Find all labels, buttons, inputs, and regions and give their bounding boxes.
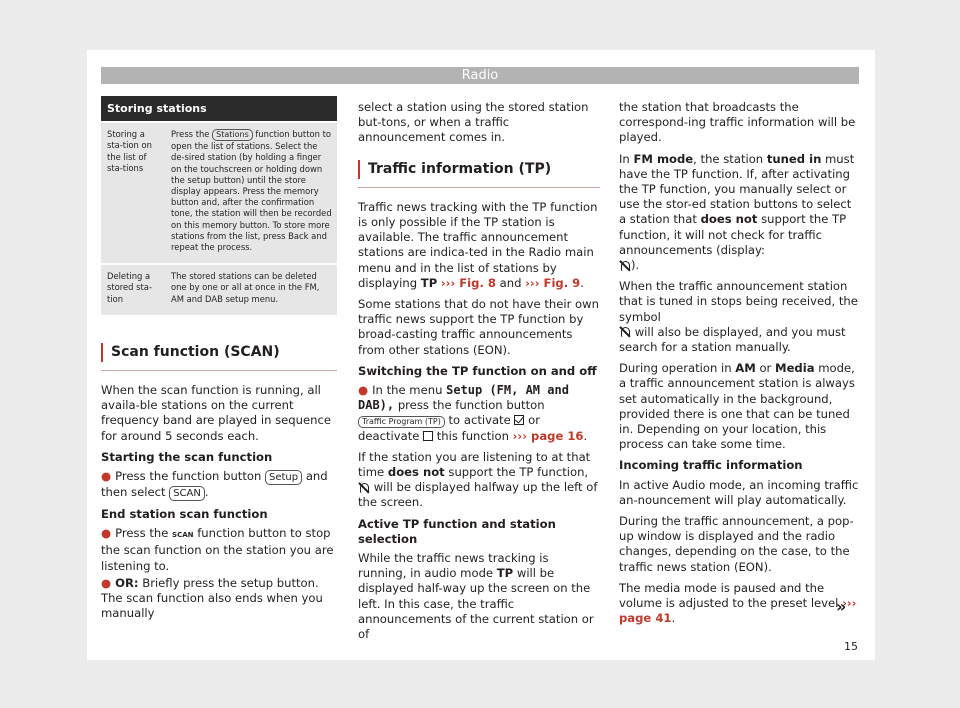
tp-off-icon (619, 326, 631, 338)
traffic-program-key: Traffic Program (TP) (358, 416, 445, 428)
text: press the function button (397, 398, 545, 413)
fig-9-link[interactable]: ››› Fig. 9 (525, 275, 581, 290)
c3-para-6: During the traffic announcement, a pop-up window is displayed and the radio changes, depending on the case, to the traffic news station (EON). (619, 514, 854, 574)
c3-para-3 (619, 279, 859, 355)
text: , the station (693, 151, 764, 166)
setup-menu-path: Setup (FM, AM and DAB), (358, 383, 569, 413)
tp-heading-wrap (358, 160, 600, 188)
text: function button to open the list of stations. Select the de-sired station (by holding a finger on the touchscreen or holding down the setup button) until the store display appears. Press the memory button and, after the confirmation tone, the station will then be recorded on this memory button. To store more stations from the list, press Back and repeat the process. (171, 129, 332, 253)
row-label: Deleting a stored sta-tion (101, 264, 165, 315)
start-scan-step: ● Press the function button Setup and then select SCAN . (101, 469, 328, 500)
tp-label: TP (496, 566, 514, 581)
page-41-link[interactable]: ››› page 41 (619, 596, 857, 626)
c3-para-4 (619, 361, 859, 452)
row-label: Storing a sta-tion on the list of sta-tions (101, 122, 165, 264)
text: The media mode is paused and the volume is adjusted to the preset level (619, 580, 839, 611)
text: Traffic news tracking with the TP function is only possible if the TP station is available. The traffic announcement stations are indica-ted in the Radio main menu and in the list of stations by displaying (358, 199, 598, 290)
text: Briefly press the setup button. The scan function also ends when you manually (101, 575, 323, 621)
bullet-icon: ● (101, 575, 112, 590)
text: function button to stop the scan function on the station you are listening to. (101, 526, 334, 573)
text: If the station you are listening to at that time (358, 449, 591, 480)
scan-intro: When the scan function is running, all availa-ble stations on the current frequency band are played in sequence for around 5 seconds each. (101, 383, 331, 443)
or-label: OR: (115, 575, 139, 590)
text: Media (775, 361, 815, 376)
scan-symbol-icon: SCAN (172, 531, 194, 540)
text: AM (735, 361, 756, 376)
text: tuned in (766, 151, 822, 166)
active-tp-heading: Active TP function and station selection (358, 516, 556, 546)
tp-heading: Traffic information (TP) (358, 160, 600, 179)
text: During operation in (619, 361, 732, 376)
text: While the traffic news tracking is running, in audio mode (358, 551, 549, 581)
bullet-icon: ● (101, 526, 112, 541)
text: does not (700, 212, 758, 227)
end-scan-step-2 (101, 576, 337, 622)
tp-para-2: Some stations that do not have their own traffic news support the TP function by broad-casting traffic announcements from other stations (EON). (358, 297, 599, 357)
tp-off-icon (619, 260, 631, 272)
scan-key: SCAN (169, 486, 205, 501)
c3-para-2 (619, 152, 859, 274)
table-row (101, 122, 337, 264)
text: Press the (171, 129, 210, 140)
continue-arrow-icon: » (836, 597, 847, 616)
text: does not (387, 465, 445, 480)
tp-label: TP (420, 275, 438, 290)
scan-heading: Scan function (SCAN) (101, 343, 337, 362)
text: Press the (115, 526, 169, 541)
text: or (759, 361, 772, 376)
page-number: 15 (844, 640, 858, 653)
column-2 (358, 100, 600, 648)
page-16-link[interactable]: ››› page 16 (512, 428, 584, 443)
tp-para-3 (358, 450, 600, 511)
section-header: Radio (101, 67, 859, 84)
storing-stations-table (101, 96, 337, 315)
bullet-icon: ● (358, 383, 369, 398)
continued-text: select a station using the stored station but-tons, or when a traffic announcement comes in. (358, 100, 589, 145)
text: When the traffic announcement station that is tuned in stops being received, the symbol (619, 279, 858, 324)
checkbox-checked-icon (514, 415, 524, 425)
text: In the menu (372, 383, 443, 398)
tp-para-1: Traffic news tracking with the TP function is only possible if the TP station is available. The traffic announcement stations are indica-ted in the Radio main menu and in the list of stations by displaying TP ››› Fig. 8 and ››› Fig. 9. (358, 199, 598, 290)
start-scan-heading: Starting the scan function (101, 449, 273, 464)
text: support the TP function, (448, 465, 589, 480)
table-heading: Storing stations (101, 96, 337, 122)
table-row (101, 264, 337, 315)
row-text: The stored stations can be deleted one by one or all at once in the FM, AM and DAB setup menu. (165, 264, 337, 315)
text: . (671, 611, 676, 626)
c3-para-7 (619, 581, 859, 627)
text: FM mode (633, 151, 694, 166)
fig-8-link[interactable]: ››› Fig. 8 (440, 275, 496, 290)
column-3 (619, 100, 859, 633)
text: must have the TP function. If, after activating the TP function, you manually select or use the stor-ed station buttons to select a station that (619, 151, 855, 227)
c3-para-5: In active Audio mode, an incoming traffic an-nouncement will play automatically. (619, 477, 859, 507)
text: ). (631, 258, 640, 273)
text: will be displayed halfway up the left of the screen. (358, 480, 598, 510)
c3-para-1: the station that broadcasts the correspond-ing traffic information will be played. (619, 100, 856, 145)
text: or deactivate (358, 413, 540, 443)
text: will be displayed half-way up the screen on the left. In this case, the traffic announcements of the current station or of (358, 566, 594, 642)
tp-off-icon (358, 482, 370, 494)
row-text (165, 122, 337, 264)
end-scan-step-1 (101, 526, 337, 574)
text: and (499, 275, 522, 290)
text: and then select (101, 469, 328, 500)
text: support the TP function, it will not check for traffic announcements (display: (619, 212, 847, 257)
bullet-icon: ● (101, 469, 112, 484)
switch-step: ● In the menu Setup (FM, AM and DAB), press the function button Traffic Program (TP) to activate or deactivate this function ››› page 16. (358, 383, 588, 443)
text: mode, a traffic announcement station is always set automatically in the background, provided there is one that can be tuned in. Depending on your location, this process can take some time. (619, 361, 855, 452)
column-1 (101, 96, 337, 627)
incoming-heading: Incoming traffic information (619, 458, 803, 473)
scan-heading-wrap (101, 343, 337, 371)
tp-para-4 (358, 551, 600, 642)
stations-key: Stations (212, 129, 253, 141)
text: Press the function button (115, 469, 262, 484)
end-scan-heading: End station scan function (101, 507, 268, 522)
setup-key: Setup (265, 470, 302, 485)
text: will also be displayed, and you must search for a station manually. (619, 324, 846, 355)
text: In (619, 151, 630, 166)
text: this function (436, 428, 509, 443)
text: to activate (448, 413, 511, 428)
switch-heading: Switching the TP function on and off (358, 363, 597, 378)
checkbox-unchecked-icon (423, 431, 433, 441)
